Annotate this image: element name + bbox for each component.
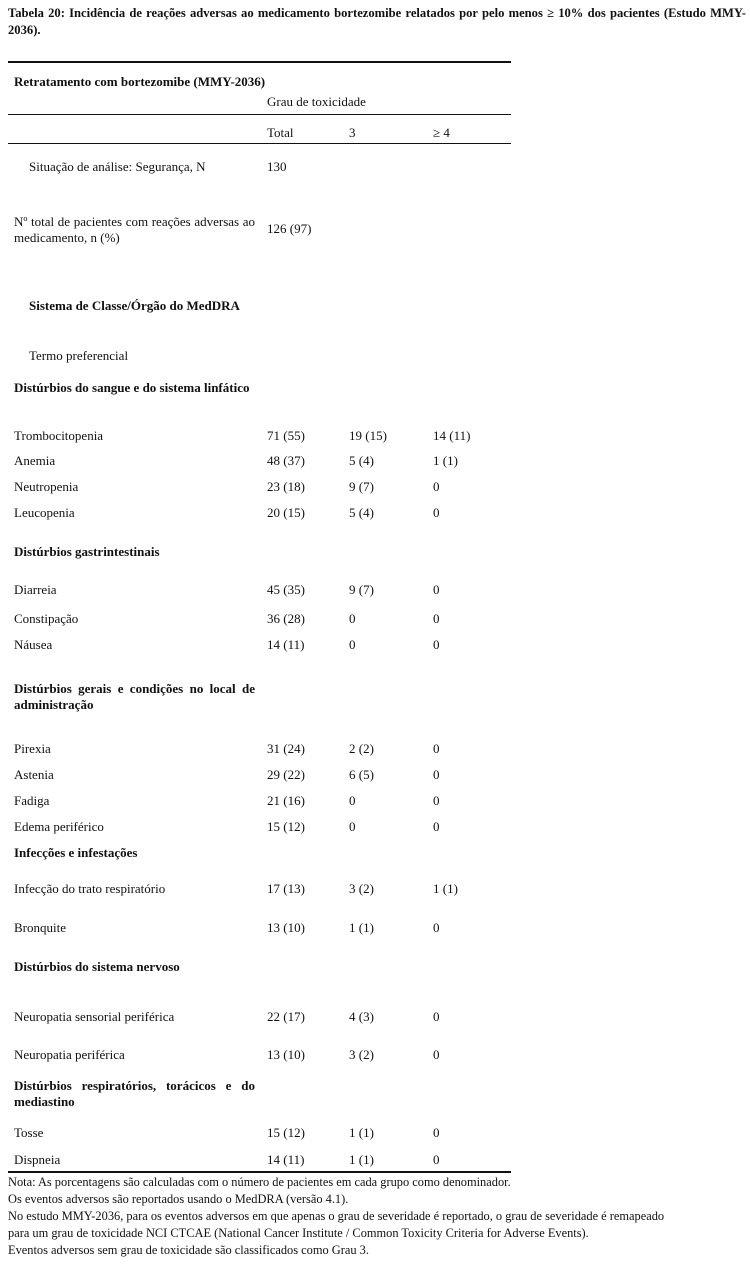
row-grade-3-cell: 2 (2) <box>349 741 374 756</box>
column-header-total: Total <box>267 125 294 140</box>
row-term: Dispneia <box>14 1152 61 1167</box>
table-bottom-rule <box>8 1171 511 1173</box>
term-header: Termo preferencial <box>29 348 129 363</box>
row-total-cell: 23 (18) <box>267 479 305 494</box>
note-line: Eventos adversos sem grau de toxicidade são classificados como Grau 3. <box>8 1243 369 1257</box>
row-grade-3-cell: 9 (7) <box>349 479 374 494</box>
row-grade-3-cell: 6 (5) <box>349 767 374 782</box>
category-heading: Distúrbios respiratórios, torácicos e do mediastino <box>14 1078 255 1109</box>
row-term: Astenia <box>14 767 54 782</box>
group-header: Grau de toxicidade <box>267 94 366 109</box>
row-grade-3-cell: 1 (1) <box>349 1152 374 1167</box>
row-term: Leucopenia <box>14 505 75 520</box>
row-grade-4-cell: 14 (11) <box>433 428 471 443</box>
row-grade-3-cell: 3 (2) <box>349 1047 374 1062</box>
row-grade-3-cell: 0 <box>349 793 356 808</box>
row-grade-4-cell: 0 <box>433 1152 440 1167</box>
row-grade-4-cell: 0 <box>433 637 440 652</box>
header-rule <box>8 114 511 115</box>
row-total-cell: 15 (12) <box>267 819 305 834</box>
category-heading: Distúrbios gerais e condições no local de administração <box>14 681 255 712</box>
row-grade-4-cell: 0 <box>433 1047 440 1062</box>
row-total-cell: 45 (35) <box>267 582 305 597</box>
row-grade-4-cell: 0 <box>433 1009 440 1024</box>
category-heading: Distúrbios gastrintestinais <box>14 544 160 559</box>
category-heading: Infecções e infestações <box>14 845 138 860</box>
section-title: Retratamento com bortezomibe (MMY-2036) <box>14 74 266 89</box>
row-total-cell: 22 (17) <box>267 1009 305 1024</box>
row-grade-3-cell: 0 <box>349 819 356 834</box>
row-grade-4-cell: 0 <box>433 793 440 808</box>
analysis-label: Situação de análise: Segurança, N <box>29 159 206 174</box>
analysis-value: 130 <box>267 159 287 174</box>
row-term: Pirexia <box>14 741 51 756</box>
column-header-rule <box>8 143 511 144</box>
row-term: Neuropatia sensorial periférica <box>14 1009 175 1024</box>
row-total-cell: 14 (11) <box>267 637 305 652</box>
note-line: Nota: As porcentagens são calculadas com o número de pacientes em cada grupo como denominador. <box>8 1175 511 1189</box>
row-grade-3-cell: 0 <box>349 637 356 652</box>
row-term: Edema periférico <box>14 819 104 834</box>
row-total-cell: 20 (15) <box>267 505 305 520</box>
row-grade-4-cell: 0 <box>433 741 440 756</box>
row-total-cell: 36 (28) <box>267 611 305 626</box>
row-grade-3-cell: 19 (15) <box>349 428 387 443</box>
table-notes <box>8 1174 748 1259</box>
total-patients-value: 126 (97) <box>267 221 312 236</box>
note-line: Os eventos adversos são reportados usando o MedDRA (versão 4.1). <box>8 1192 349 1206</box>
table-top-rule <box>8 61 511 63</box>
category-heading: Distúrbios do sistema nervoso <box>14 959 180 974</box>
row-term: Tosse <box>14 1125 44 1140</box>
row-grade-4-cell: 0 <box>433 479 440 494</box>
row-term: Bronquite <box>14 920 66 935</box>
column-header-grade-3: 3 <box>349 125 356 140</box>
row-grade-3-cell: 0 <box>349 611 356 626</box>
row-grade-4-cell: 0 <box>433 819 440 834</box>
row-total-cell: 14 (11) <box>267 1152 305 1167</box>
row-grade-3-cell: 5 (4) <box>349 453 374 468</box>
row-total-cell: 21 (16) <box>267 793 305 808</box>
row-term: Neutropenia <box>14 479 79 494</box>
row-term: Neuropatia periférica <box>14 1047 125 1062</box>
row-grade-3-cell: 9 (7) <box>349 582 374 597</box>
row-term: Infecção do trato respiratório <box>14 881 166 896</box>
row-term: Constipação <box>14 611 79 626</box>
row-term: Náusea <box>14 637 53 652</box>
soc-header: Sistema de Classe/Órgão do MedDRA <box>29 298 240 313</box>
row-grade-3-cell: 4 (3) <box>349 1009 374 1024</box>
note-line: No estudo MMY-2036, para os eventos adversos em que apenas o grau de severidade é reportado, o grau de severidade é remapeado <box>8 1209 665 1223</box>
row-grade-3-cell: 3 (2) <box>349 881 374 896</box>
row-total-cell: 71 (55) <box>267 428 305 443</box>
row-grade-4-cell: 0 <box>433 505 440 520</box>
row-grade-4-cell: 1 (1) <box>433 453 458 468</box>
row-total-cell: 13 (10) <box>267 1047 305 1062</box>
row-total-cell: 13 (10) <box>267 920 305 935</box>
row-term: Diarreia <box>14 582 57 597</box>
note-line: para um grau de toxicidade NCI CTCAE (National Cancer Institute / Common Toxicity Criteria for Adverse Events). <box>8 1226 589 1240</box>
row-grade-3-cell: 1 (1) <box>349 920 374 935</box>
row-total-cell: 17 (13) <box>267 881 305 896</box>
row-term: Trombocitopenia <box>14 428 104 443</box>
row-grade-4-cell: 0 <box>433 1125 440 1140</box>
row-total-cell: 31 (24) <box>267 741 305 756</box>
row-grade-3-cell: 1 (1) <box>349 1125 374 1140</box>
column-header-grade-4: ≥ 4 <box>433 125 450 140</box>
table-caption: Tabela 20: Incidência de reações adversas ao medicamento bortezomibe relatados por pelo menos ≥ 10% dos pacientes (Estudo MMY-2036). <box>8 6 746 37</box>
total-patients-label: Nº total de pacientes com reações adversas ao medicamento, n (%) <box>14 214 255 245</box>
row-grade-4-cell: 0 <box>433 582 440 597</box>
row-total-cell: 48 (37) <box>267 453 305 468</box>
row-grade-3-cell: 5 (4) <box>349 505 374 520</box>
row-term: Fadiga <box>14 793 50 808</box>
row-term: Anemia <box>14 453 56 468</box>
row-grade-4-cell: 0 <box>433 767 440 782</box>
row-total-cell: 15 (12) <box>267 1125 305 1140</box>
category-heading: Distúrbios do sangue e do sistema linfático <box>14 380 250 395</box>
row-total-cell: 29 (22) <box>267 767 305 782</box>
row-grade-4-cell: 0 <box>433 611 440 626</box>
row-grade-4-cell: 0 <box>433 920 440 935</box>
row-grade-4-cell: 1 (1) <box>433 881 458 896</box>
